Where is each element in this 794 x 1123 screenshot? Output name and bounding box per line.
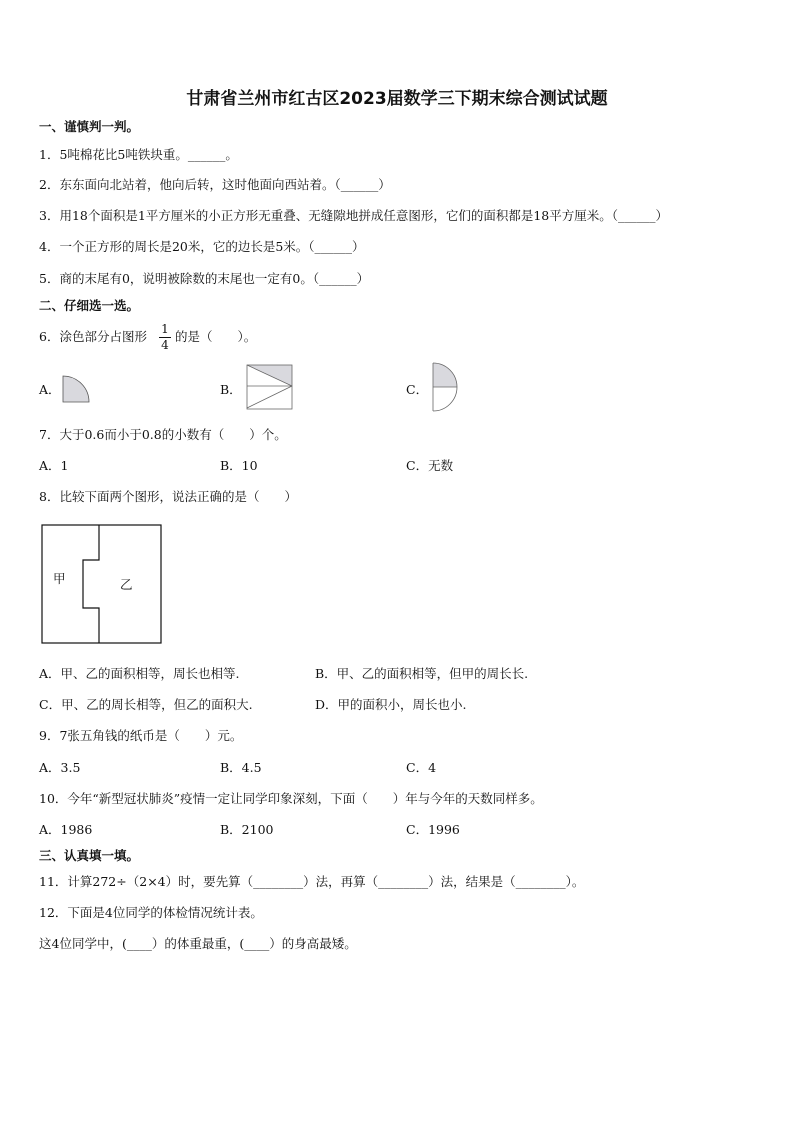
question-2: 2．东东面向北站着，他向后转，这时他面向西站着。（______） — [39, 177, 391, 192]
option-9a: A．3.5 — [39, 760, 81, 775]
question-12-followup: 这4位同学中，(____）的体重最重，(____）的身高最矮。 — [39, 936, 357, 951]
question-4: 4．一个正方形的周长是20米，它的边长是5米。（______） — [39, 239, 365, 254]
section-2-heading: 二、仔细选一选。 — [39, 298, 140, 313]
question-7: 7．大于0.6而小于0.8的小数有（ ）个。 — [39, 427, 287, 442]
option-9b: B．4.5 — [220, 760, 262, 775]
option-8d: D．甲的面积小，周长也小. — [315, 697, 467, 712]
question-5: 5．商的末尾有0，说明被除数的末尾也一定有0。（______） — [39, 271, 370, 286]
option-7c: C．无数 — [406, 458, 454, 473]
page-title: 甘肃省兰州市红古区2023届数学三下期末综合测试试题 — [186, 89, 608, 109]
option-7a: A．1 — [39, 458, 69, 473]
question-6-text-before: 6．涂色部分占图形 — [39, 329, 147, 344]
option-8b: B．甲、乙的面积相等，但甲的周长长. — [315, 666, 529, 681]
section-3-heading: 三、认真填一填。 — [39, 848, 140, 863]
question-3: 3．用18个面积是1平方厘米的小正方形无重叠、无缝隙地拼成任意图形，它们的面积都是18平方厘米。（______） — [39, 208, 668, 223]
option-10a: A．1986 — [39, 822, 93, 837]
option-6a-quarter-circle-figure — [62, 375, 90, 403]
option-8a: A．甲、乙的面积相等，周长也相等. — [39, 666, 240, 681]
section-1-heading: 一、谨慎判一判。 — [39, 119, 140, 134]
option-6b-label: B． — [220, 382, 242, 397]
option-10b: B．2100 — [220, 822, 274, 837]
question-9: 9．7张五角钱的纸币是（ ）元。 — [39, 728, 243, 743]
question-10: 10．今年“新型冠状肺炎”疫情一定让同学印象深刻，下面（ ）年与今年的天数同样多。 — [39, 791, 543, 806]
fraction-one-quarter — [159, 323, 171, 352]
option-9c: C．4 — [406, 760, 437, 775]
option-8c: C．甲、乙的周长相等，但乙的面积大. — [39, 697, 253, 712]
question-6-text-after: 的是（ ）。 — [175, 329, 257, 344]
question-12: 12．下面是4位同学的体检情况统计表。 — [39, 905, 263, 920]
option-6c-label: C． — [406, 382, 429, 397]
option-6a-label: A． — [39, 382, 61, 397]
question-6-stem — [39, 329, 147, 345]
shape-label-yi: 乙 — [120, 577, 133, 592]
shape-label-jia: 甲 — [53, 571, 66, 586]
question-1: 1．5吨棉花比5吨铁块重。______。 — [39, 147, 238, 162]
option-10c: C．1996 — [406, 822, 460, 837]
option-6c-semicircle-figure — [431, 362, 461, 412]
fraction-numerator: 1 — [161, 322, 169, 336]
option-6b-square-figure — [246, 364, 294, 410]
question-8: 8．比较下面两个图形，说法正确的是（ ） — [39, 489, 297, 504]
fraction-denominator: 4 — [161, 338, 169, 352]
question-11: 11．计算272÷（2×4）时，要先算（________）法，再算（________）法，结果是（________）。 — [39, 874, 585, 889]
option-7b: B．10 — [220, 458, 258, 473]
